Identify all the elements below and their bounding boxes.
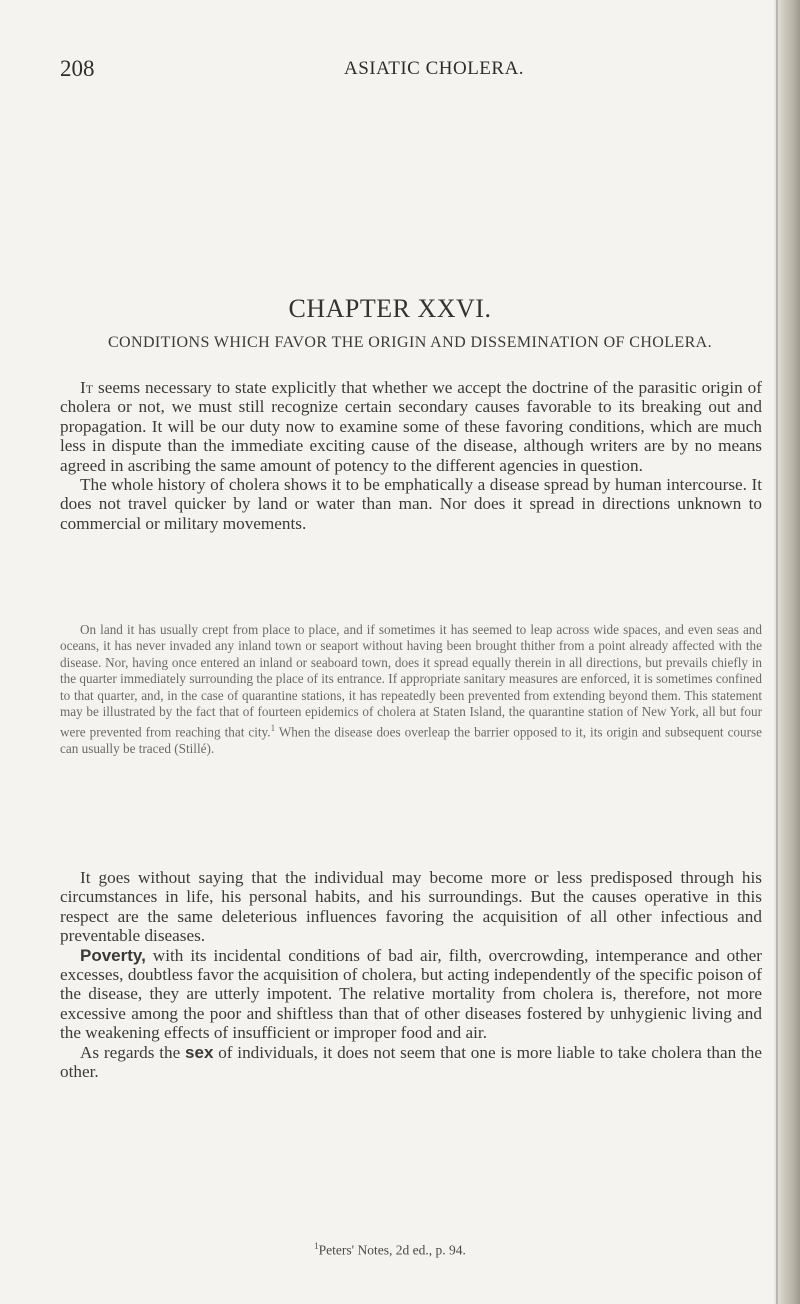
footnote-reference: 1	[270, 723, 276, 734]
running-head: ASIATIC CHOLERA.	[344, 58, 525, 79]
footnote-text: Peters' Notes, 2d ed., p. 94.	[318, 1242, 466, 1258]
paragraph-2: The whole history of cholera shows it to be emphatically a disease spread by human intercourse. It does not travel quicker by land or water than man. Nor does it spread in directions unknown to commercial or military movements.	[60, 475, 762, 533]
chapter-title: CHAPTER XXVI.	[288, 294, 492, 323]
paragraph-6-text-after: of individuals, it does not seem that one is more liable to take cholera than the other.	[60, 1042, 762, 1082]
footnote-marker: 1	[314, 1241, 319, 1251]
page-header	[60, 56, 760, 80]
paragraph-1-lead: It	[80, 378, 94, 397]
small-print-text-continued: When the disease does overleap the barrier opposed to it, its origin and subsequent course can usually be traced (Stillé).	[60, 724, 762, 757]
body-text	[60, 378, 762, 533]
paragraph-6	[60, 1043, 762, 1082]
paragraph-5-text: with its incidental conditions of bad air, filth, overcrowding, intemperance and other excesses, doubtless favor the acquisition of cholera, but acting independently of the specific poison of the disease, they are utterly impotent. The relative mortality from cholera is, therefore, not more excessive among the poor and shiftless than that of other diseases fostered by unhygienic living and the weakening effects of insufficient or improper food and air.	[60, 945, 762, 1043]
small-print-block	[60, 622, 762, 758]
paragraph-4: It goes without saying that the individual may become more or less predisposed through his circumstances in life, his personal habits, and his surroundings. But the causes operative in this respect are the same deleterious influences favoring the acquisition of all other infectious and preventable diseases.	[60, 868, 762, 946]
paragraph-1-text: seems necessary to state explicitly that whether we accept the doctrine of the parasitic origin of cholera or not, we must still recognize certain secondary causes favorable to its breaking out and propagation. It will be our duty now to examine some of these favoring conditions, which are much less in dispute than the immediate exciting cause of the disease, although writers are by no means agreed in ascribing the same amount of potency to the different agencies in question.	[60, 378, 762, 475]
paragraph-1	[60, 378, 762, 475]
chapter-subtitle: CONDITIONS WHICH FAVOR THE ORIGIN AND DISSEMINATION OF CHOLERA.	[107, 334, 713, 351]
body-text-continued	[60, 868, 762, 1081]
footnote	[0, 1241, 780, 1259]
page-number: 208	[60, 56, 95, 81]
small-print-text: On land it has usually crept from place to place, and if sometimes it has seemed to leap across wide spaces, and even seas and oceans, it has never invaded any inland town or seaport without having been brought thither from a point already affected with the disease. Nor, having once entered an inland or seaboard town, does it spread equally therein in all directions, but prevails chiefly in the quarter immediately surrounding the place of its entrance. If appropriate sanitary measures are enforced, it is sometimes confined to that quarter, and, in the case of quarantine stations, it has repeatedly been prevented from extending beyond them. This statement may be illustrated by the fact that of fourteen epidemics of cholera at Staten Island, the quarantine station of New York, all but four were prevented from reaching that city.	[60, 622, 762, 740]
paragraph-5-lead: Poverty,	[80, 945, 146, 965]
paragraph-6-text-before: As regards the	[80, 1042, 186, 1062]
small-print-paragraph	[60, 622, 762, 758]
paragraph-6-lead: sex	[185, 1042, 214, 1062]
page-edge-line	[776, 0, 778, 1304]
paragraph-5	[60, 946, 762, 1043]
